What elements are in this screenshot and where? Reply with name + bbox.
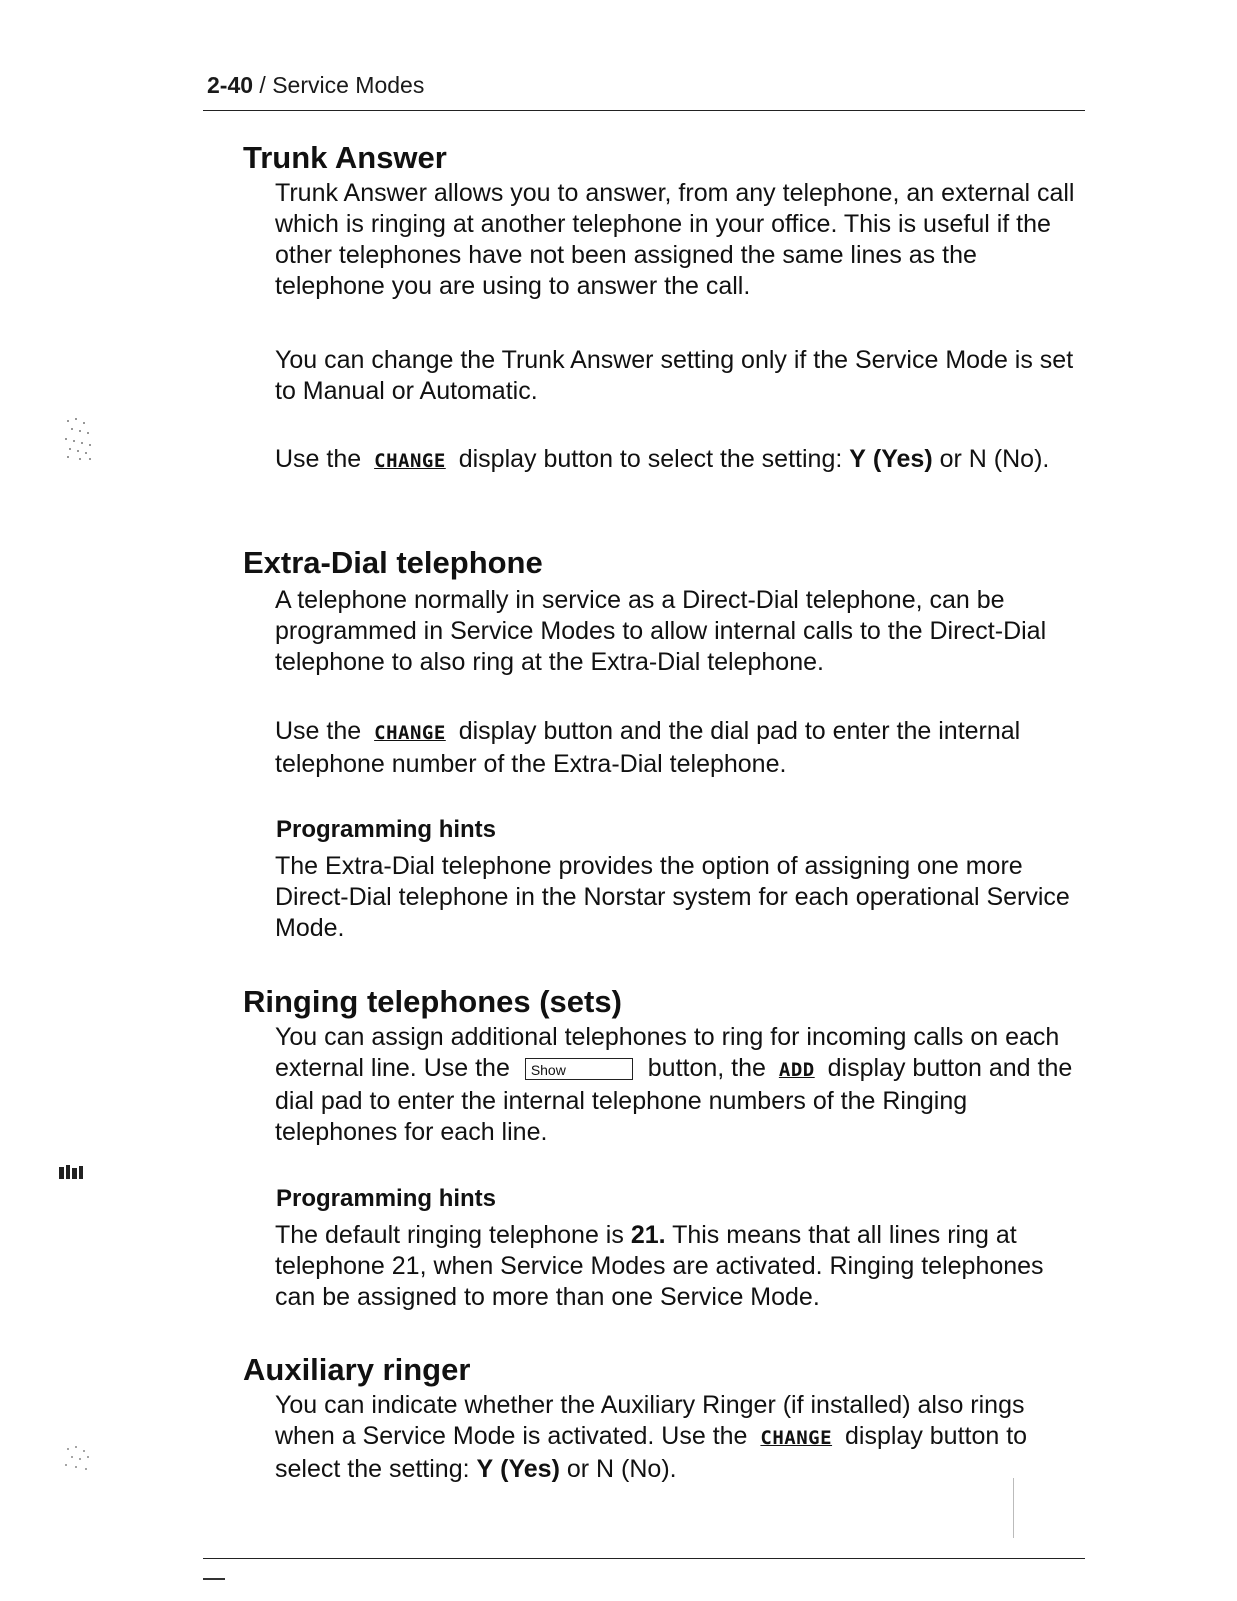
- scan-artifact: [203, 1578, 225, 1580]
- heading-extra-dial: Extra-Dial telephone: [243, 545, 543, 580]
- heading-programming-hints: Programming hints: [276, 816, 497, 843]
- header-rule: [203, 110, 1085, 111]
- ringing-hints: The default ringing telephone is 21. This means that all lines ring at telephone 21, when Service Modes are activated. Ringing telephones can be assigned to more than one Service Mode.: [275, 1221, 1044, 1311]
- extra-dial-hints: The Extra-Dial telephone provides the option of assigning one more Direct-Dial telephone in the Norstar system for each operational Service Mode.: [275, 852, 1070, 942]
- change-display-key: CHANGE: [760, 1427, 833, 1449]
- running-header: [207, 72, 424, 99]
- show-key: Show: [525, 1058, 633, 1080]
- scan-artifact: [60, 415, 96, 463]
- change-display-key: CHANGE: [374, 722, 446, 744]
- ringing-paragraph-1: You can assign additional telephones to ring for incoming calls on each external line. Use the Show button, the ADD display button and the dial pad to enter the internal telephone numbers of the Ringing telephones for each line.: [275, 1023, 1073, 1146]
- heading-programming-hints: Programming hints: [276, 1185, 497, 1212]
- trunk-answer-paragraph-2: You can change the Trunk Answer setting only if the Service Mode is set to Manual or Automatic.: [275, 346, 1074, 405]
- auxiliary-ringer-paragraph: You can indicate whether the Auxiliary Ringer (if installed) also rings when a Service Mode is activated. Use the CHANGE display button to select the setting: Y (Yes) or N (No).: [275, 1391, 1028, 1483]
- extra-dial-paragraph-2: Use the CHANGE display button and the dial pad to enter the internal telephone number of the Extra-Dial telephone.: [275, 717, 1021, 778]
- extra-dial-paragraph-1: A telephone normally in service as a Direct-Dial telephone, can be programmed in Service Modes to allow internal calls to the Direct-Dial telephone to also ring at the Extra-Dial telephone.: [275, 586, 1047, 676]
- footer-rule: [203, 1558, 1085, 1559]
- add-display-key: ADD: [778, 1059, 815, 1081]
- page-number: 2-40: [207, 72, 254, 98]
- trunk-answer-paragraph-1: Trunk Answer allows you to answer, from any telephone, an external call which is ringing at another telephone in your office. This is useful if the other telephones have not been assigned the same lines as the telephone you are using to answer the call.: [275, 179, 1075, 300]
- header-separator: /: [253, 72, 273, 98]
- scan-artifact: [57, 1163, 85, 1185]
- trunk-answer-paragraph-3: Use the CHANGE display button to select the setting: Y (Yes) or N (No).: [275, 445, 1050, 473]
- section-name: Service Modes: [272, 72, 425, 98]
- heading-trunk-answer: Trunk Answer: [243, 140, 447, 175]
- change-display-key: CHANGE: [374, 450, 446, 472]
- heading-ringing-telephones: Ringing telephones (sets): [243, 984, 622, 1019]
- scan-artifact: [1013, 1478, 1014, 1538]
- scan-artifact: [62, 1443, 92, 1475]
- heading-auxiliary-ringer: Auxiliary ringer: [243, 1352, 471, 1387]
